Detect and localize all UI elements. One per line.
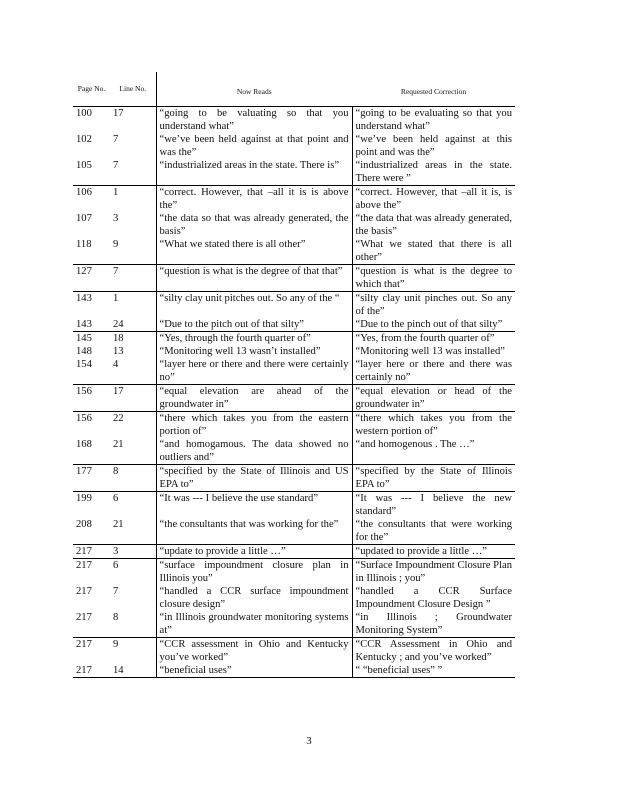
now-reads-cell: “there which takes you from the eastern portion of” [156, 412, 352, 439]
correction-cell: “Due to the pinch out of that silty” [355, 319, 503, 330]
page-cell: 143 [76, 319, 92, 330]
page-cell: 217 [76, 560, 92, 571]
correction-cell: “What we stated that there is all other” [355, 239, 512, 263]
line-cell: 3 [113, 213, 119, 224]
page-cell: 154 [76, 359, 92, 370]
correction-cell: “industrialized areas in the state. There were ” [355, 160, 512, 184]
correction-cell: “Surface Impoundment Closure Plan in Illinois ; you” [355, 560, 512, 584]
table-row [73, 638, 515, 665]
table-row [73, 212, 515, 238]
now-reads-cell: “correct. However, that –all it is is above the” [156, 186, 352, 213]
correction-cell: “handled a CCR Surface Impoundment Closure Design ” [355, 586, 512, 610]
now-reads-cell: “CCR assessment in Ohio and Kentucky you’ve worked” [156, 638, 352, 665]
line-cell: 17 [113, 108, 124, 119]
table-row [73, 385, 515, 412]
correction-cell: “specified by the State of Illinois EPA to” [355, 466, 512, 490]
now-reads-cell: “question is what is the degree of that that” [156, 265, 352, 292]
now-reads-cell: “It was --- I believe the use standard” [156, 492, 352, 519]
now-reads-cell: “in Illinois groundwater monitoring systems at” [156, 611, 352, 638]
page-cell: 217 [76, 639, 92, 650]
line-cell: 7 [113, 586, 119, 597]
correction-cell: “the consultants that were working for the” [355, 519, 512, 543]
page-cell: 208 [76, 519, 92, 530]
table-row [73, 611, 515, 638]
page-cell: 177 [76, 466, 92, 477]
line-cell: 4 [113, 359, 119, 370]
line-cell: 8 [113, 612, 119, 623]
line-cell: 1 [113, 187, 119, 198]
table-row [73, 186, 515, 213]
now-reads-cell: “Due to the pitch out of that silty” [156, 318, 352, 332]
table-row [73, 159, 515, 186]
correction-cell: “in Illinois ; Groundwater Monitoring System” [355, 612, 512, 636]
page-cell: 199 [76, 493, 92, 504]
now-reads-cell: “handled a CCR surface impoundment closure design” [156, 585, 352, 611]
page-cell: 100 [76, 108, 92, 119]
page-cell: 127 [76, 266, 92, 277]
now-reads-cell: “we’ve been held against at that point and was the” [156, 133, 352, 159]
line-cell: 6 [113, 493, 119, 504]
header-now-reads: Now Reads [156, 72, 352, 107]
correction-cell: “It was --- I believe the new standard” [355, 493, 512, 517]
now-reads-cell: “equal elevation are ahead of the groundwater in” [156, 385, 352, 412]
now-reads-cell: “update to provide a little …” [156, 545, 352, 559]
table-row [73, 345, 515, 358]
page-cell: 217 [76, 586, 92, 597]
table-row [73, 585, 515, 611]
table-row [73, 332, 515, 346]
line-cell: 17 [113, 386, 124, 397]
page-cell: 107 [76, 213, 92, 224]
now-reads-cell: “going to be valuating so that you understand what” [156, 107, 352, 134]
line-cell: 9 [113, 639, 119, 650]
correction-cell: “there which takes you from the western portion of” [355, 413, 512, 437]
table-row [73, 133, 515, 159]
page-cell: 105 [76, 160, 92, 171]
header-line-no: Line No. [119, 84, 147, 93]
line-cell: 7 [113, 160, 119, 171]
page-cell: 143 [76, 293, 92, 304]
line-cell: 21 [113, 519, 124, 530]
page-cell: 156 [76, 413, 92, 424]
line-cell: 24 [113, 319, 124, 330]
page-cell: 156 [76, 386, 92, 397]
line-cell: 3 [113, 546, 119, 557]
table-row [73, 559, 515, 586]
page-cell: 168 [76, 439, 92, 450]
now-reads-cell: “What we stated there is all other” [156, 238, 352, 265]
page-cell: 217 [76, 546, 92, 557]
table-row [73, 465, 515, 492]
correction-cell: “updated to provide a little …” [355, 546, 487, 557]
table-header [73, 72, 515, 107]
now-reads-cell: “layer here or there and there were certainly no” [156, 358, 352, 385]
correction-cell: “silty clay unit pinches out. So any of the” [355, 293, 512, 317]
table-row [73, 318, 515, 332]
errata-table [73, 72, 515, 678]
correction-cell: “layer here or there and there was certainly no” [355, 359, 512, 383]
correction-cell: “correct. However, that –all it is, is above the” [355, 187, 512, 211]
table-row [73, 518, 515, 545]
correction-cell: “going to be evaluating so that you understand what” [355, 108, 512, 132]
table-row [73, 412, 515, 439]
table-row [73, 545, 515, 559]
page-cell: 106 [76, 187, 92, 198]
table-row [73, 265, 515, 292]
table-row [73, 238, 515, 265]
table-row [73, 107, 515, 134]
line-cell: 8 [113, 466, 119, 477]
line-cell: 7 [113, 266, 119, 277]
page-cell: 118 [76, 239, 92, 250]
page-cell: 217 [76, 665, 92, 676]
now-reads-cell: “surface impoundment closure plan in Illinois you” [156, 559, 352, 586]
table-row [73, 438, 515, 465]
header-requested-correction: Requested Correction [400, 87, 467, 96]
table-row [73, 292, 515, 319]
correction-cell: “Monitoring well 13 was installed” [355, 346, 505, 357]
correction-cell: “CCR Assessment in Ohio and Kentucky ; and you’ve worked” [355, 639, 512, 663]
line-cell: 1 [113, 293, 119, 304]
line-cell: 7 [113, 134, 119, 145]
header-page-no: Page No. [77, 84, 106, 93]
correction-cell: “we’ve been held against at this point and was the” [355, 134, 512, 158]
line-cell: 22 [113, 413, 124, 424]
now-reads-cell: “Monitoring well 13 wasn’t installed” [156, 345, 352, 358]
correction-cell: “question is what is the degree to which that” [355, 266, 512, 290]
line-cell: 18 [113, 333, 124, 344]
table-row [73, 492, 515, 519]
line-cell: 13 [113, 346, 124, 357]
page-cell: 102 [76, 134, 92, 145]
now-reads-cell: “specified by the State of Illinois and US EPA to” [156, 465, 352, 492]
correction-cell: “the data that was already generated, the basis” [355, 213, 512, 237]
page-number: 3 [306, 735, 312, 747]
now-reads-cell: “and homogamous. The data showed no outliers and” [156, 438, 352, 465]
now-reads-cell: “beneficial uses” [156, 664, 352, 678]
table-row [73, 358, 515, 385]
page-cell: 148 [76, 346, 92, 357]
now-reads-cell: “the data so that was already generated, the basis” [156, 212, 352, 238]
line-cell: 6 [113, 560, 119, 571]
line-cell: 21 [113, 439, 124, 450]
now-reads-cell: “silty clay unit pitches out. So any of the “ [156, 292, 352, 319]
correction-cell: “ “beneficial uses” ” [355, 665, 443, 676]
page-cell: 217 [76, 612, 92, 623]
now-reads-cell: “industrialized areas in the state. There is” [156, 159, 352, 186]
page-cell: 145 [76, 333, 92, 344]
now-reads-cell: “the consultants that was working for the” [156, 518, 352, 545]
line-cell: 14 [113, 665, 124, 676]
correction-cell: “and homogenous . The …” [355, 439, 475, 450]
correction-cell: “Yes, from the fourth quarter of” [355, 333, 495, 344]
table-body [73, 107, 515, 678]
table-row [73, 664, 515, 678]
line-cell: 9 [113, 239, 119, 250]
now-reads-cell: “Yes, through the fourth quarter of” [156, 332, 352, 346]
correction-cell: “equal elevation or head of the groundwater in” [355, 386, 512, 410]
